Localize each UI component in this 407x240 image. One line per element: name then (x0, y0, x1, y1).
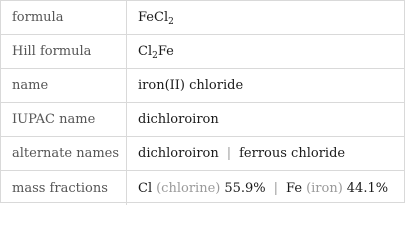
separator: | (273, 180, 279, 196)
hill-formula-value (127, 35, 404, 68)
mass-percent: 55.9% (224, 180, 266, 196)
row-label: Hill formula (1, 35, 127, 68)
alternate-names-value (127, 137, 404, 170)
row-label: name (1, 69, 127, 102)
alternate-name: dichloroiron (138, 146, 219, 161)
hill-formula-element-2: Fe (157, 44, 174, 59)
row-label: mass fractions (1, 171, 127, 205)
row-mass-fractions (1, 171, 404, 205)
element-name: (chlorine) (156, 180, 221, 196)
row-label: alternate names (1, 137, 127, 170)
hill-formula-element-1: Cl (138, 44, 153, 59)
iupac-name-value: dichloroiron (138, 112, 219, 127)
row-label: IUPAC name (1, 103, 127, 136)
row-iupac-name (1, 103, 404, 137)
separator: | (226, 146, 232, 161)
formula-base: FeCl (138, 10, 169, 25)
mass-percent: 44.1% (346, 180, 389, 196)
formula-value (127, 1, 404, 34)
name-value: iron(II) chloride (138, 78, 244, 93)
alternate-name: ferrous chloride (239, 146, 346, 161)
row-label: formula (1, 1, 127, 34)
row-alternate-names (1, 137, 404, 171)
formula-subscript: 2 (168, 16, 174, 27)
row-hill-formula (1, 35, 404, 69)
row-formula (1, 1, 404, 35)
mass-fractions-value (127, 171, 404, 205)
row-name (1, 69, 404, 103)
element-name: (iron) (306, 180, 343, 196)
element-symbol: Fe (286, 180, 303, 196)
element-symbol: Cl (138, 180, 153, 196)
hill-formula-subscript: 2 (152, 50, 158, 61)
